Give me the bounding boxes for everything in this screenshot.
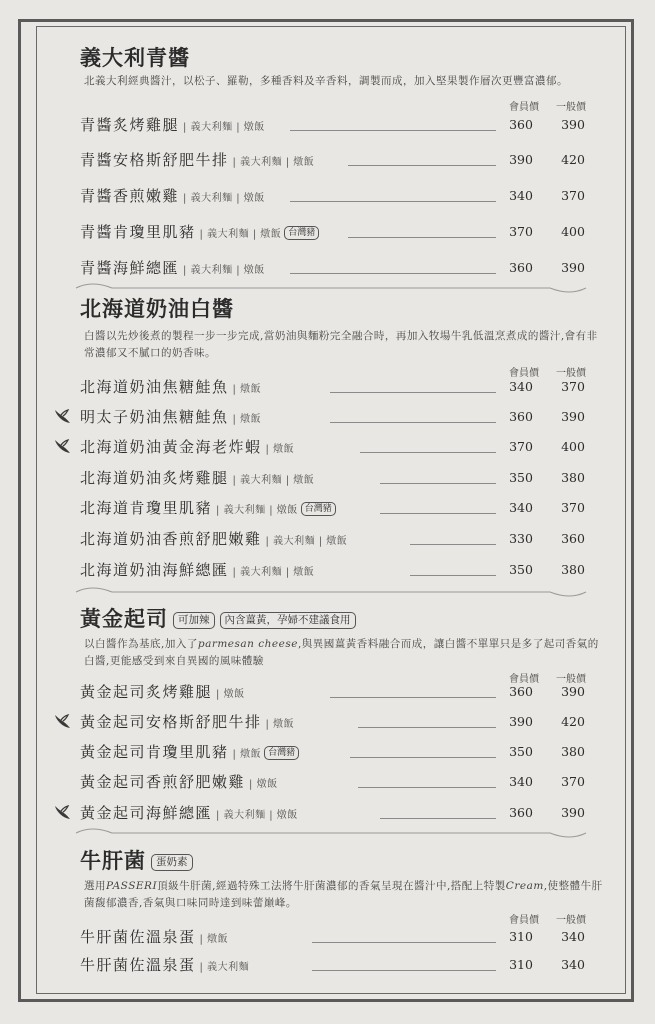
menu-item-row xyxy=(80,222,590,244)
leader-line xyxy=(410,575,496,576)
dish-name: 明太子奶油焦糖鮭魚 xyxy=(80,408,229,426)
general-price: 370 xyxy=(561,500,585,515)
menu-item-row xyxy=(80,803,590,825)
leader-line xyxy=(360,452,496,453)
leader-line xyxy=(380,513,496,514)
origin-badge: 台灣豬 xyxy=(301,502,336,516)
member-price: 330 xyxy=(509,531,533,546)
menu-item-name xyxy=(80,529,347,552)
menu-item-row xyxy=(80,560,590,582)
general-price: 370 xyxy=(561,379,585,394)
general-price-header: 一般價 xyxy=(556,368,586,379)
dish-options: | 義大利麵 | 燉飯 xyxy=(232,567,315,578)
dish-options: | 燉飯 xyxy=(249,779,278,790)
dish-name: 北海道奶油焦糖鮭魚 xyxy=(80,378,229,396)
leader-line xyxy=(290,201,496,202)
dish-name: 北海道奶油香煎舒肥嫩雞 xyxy=(80,530,262,548)
chili-pepper-icon xyxy=(52,803,74,821)
member-price: 340 xyxy=(509,188,533,203)
dish-name: 青醬安格斯舒肥牛排 xyxy=(80,151,229,169)
general-price: 390 xyxy=(561,409,585,424)
general-price: 390 xyxy=(561,805,585,820)
menu-item-row xyxy=(80,682,590,704)
general-price: 340 xyxy=(561,957,585,972)
chili-pepper-icon xyxy=(52,437,74,455)
menu-item-name xyxy=(80,955,249,978)
menu-item-row xyxy=(80,186,590,208)
dish-name: 青醬香煎嫩雞 xyxy=(80,187,180,205)
dish-name: 青醬炙烤雞腿 xyxy=(80,116,180,134)
chili-pepper-icon xyxy=(52,407,74,425)
member-price: 360 xyxy=(509,684,533,699)
general-price-header: 一般價 xyxy=(556,102,586,113)
dish-name: 黃金起司炙烤雞腿 xyxy=(80,683,213,701)
dish-options: | 燉飯 xyxy=(232,384,262,395)
dish-options: | 義大利麵 | 燉飯 xyxy=(265,536,348,547)
member-price-header: 會員價 xyxy=(509,102,539,113)
menu-item-name xyxy=(80,407,261,430)
leader-line xyxy=(358,727,496,728)
section-title-porcini: 牛肝菌 蛋奶素 xyxy=(80,845,193,875)
general-price: 380 xyxy=(561,744,585,759)
leader-line xyxy=(380,818,496,819)
member-price: 350 xyxy=(509,470,533,485)
origin-badge: 台灣豬 xyxy=(264,746,299,760)
menu-item-name xyxy=(80,377,261,400)
general-price: 360 xyxy=(561,531,585,546)
section-title-hokkaido-cream: 北海道奶油白醬 xyxy=(80,296,234,321)
leader-line xyxy=(330,392,496,393)
member-price: 360 xyxy=(509,117,533,132)
menu-item-name xyxy=(80,186,265,209)
leader-line xyxy=(348,237,496,238)
leader-line xyxy=(312,942,496,943)
tag-lacto-ovo-vegetarian: 蛋奶素 xyxy=(151,854,193,871)
member-price: 370 xyxy=(509,224,533,239)
dish-name: 牛肝菌佐溫泉蛋 xyxy=(80,928,196,946)
general-price: 390 xyxy=(561,260,585,275)
dish-name: 牛肝菌佐溫泉蛋 xyxy=(80,956,196,974)
leader-line xyxy=(348,165,496,166)
general-price: 390 xyxy=(561,684,585,699)
dish-name: 北海道奶油海鮮總匯 xyxy=(80,561,229,579)
section-description-hokkaido-cream: 白醬以先炒後煮的製程一步一步完成,當奶油與麵粉完全融合時，再加入牧場牛乳低溫烹煮成的醬汁,會有非常濃郁又不膩口的奶香味。 xyxy=(84,330,598,359)
member-price: 370 xyxy=(509,439,533,454)
menu-item-row xyxy=(80,150,590,172)
general-price: 400 xyxy=(561,439,585,454)
menu-item-name xyxy=(80,468,314,491)
general-price: 370 xyxy=(561,774,585,789)
general-price: 420 xyxy=(561,152,585,167)
general-price: 390 xyxy=(561,117,585,132)
dish-name: 北海道肯瓊里肌豬 xyxy=(80,499,213,517)
member-price: 360 xyxy=(509,260,533,275)
origin-badge: 台灣豬 xyxy=(284,226,319,240)
leader-line xyxy=(410,544,496,545)
menu-item-row xyxy=(80,927,590,949)
menu-item-row xyxy=(80,498,590,520)
menu-item-name xyxy=(80,222,319,245)
member-price: 340 xyxy=(509,500,533,515)
menu-item-row xyxy=(80,742,590,764)
dish-name: 黃金起司香煎舒肥嫩雞 xyxy=(80,773,246,791)
member-price: 360 xyxy=(509,409,533,424)
menu-item-name xyxy=(80,682,245,705)
general-price: 420 xyxy=(561,714,585,729)
dish-options: | 義大利麵 | 燉飯 xyxy=(199,229,282,240)
menu-item-row xyxy=(80,407,590,429)
menu-item-row xyxy=(80,772,590,794)
leader-line xyxy=(380,483,496,484)
menu-item-row xyxy=(80,468,590,490)
dish-options: | 義大利麵 | 燉飯 xyxy=(183,122,265,133)
leader-line xyxy=(330,422,496,423)
menu-item-row xyxy=(80,377,590,399)
member-price: 310 xyxy=(509,929,533,944)
menu-item-row xyxy=(80,955,590,977)
general-price: 380 xyxy=(561,562,585,577)
leader-line xyxy=(312,970,496,971)
leader-line xyxy=(330,697,496,698)
member-price-header: 會員價 xyxy=(509,674,539,685)
menu-item-name xyxy=(80,115,265,138)
member-price: 390 xyxy=(509,152,533,167)
tag-turmeric-warning: 內含薑黃，孕婦不建議食用 xyxy=(220,612,356,629)
general-price: 380 xyxy=(561,470,585,485)
menu-item-row xyxy=(80,115,590,137)
dish-name: 黃金起司安格斯舒肥牛排 xyxy=(80,713,262,731)
menu-item-name xyxy=(80,803,298,826)
leader-line xyxy=(358,787,496,788)
section-divider xyxy=(72,586,590,598)
leader-line xyxy=(350,757,496,758)
dish-options: | 義大利麵 | 燉飯 xyxy=(183,193,265,204)
dish-options: | 義大利麵 | 燉飯 xyxy=(216,810,298,821)
dish-name: 黃金起司肯瓊里肌豬 xyxy=(80,743,229,761)
member-price: 350 xyxy=(509,744,533,759)
dish-name: 北海道奶油炙烤雞腿 xyxy=(80,469,229,487)
menu-item-name xyxy=(80,742,299,765)
menu-item-name xyxy=(80,927,228,950)
menu-item-name xyxy=(80,498,336,521)
member-price: 350 xyxy=(509,562,533,577)
menu-item-row xyxy=(80,437,590,459)
leader-line xyxy=(290,130,496,131)
member-price: 340 xyxy=(509,379,533,394)
general-price: 400 xyxy=(561,224,585,239)
dish-options: | 燉飯 xyxy=(265,719,295,730)
menu-item-row xyxy=(80,712,590,734)
menu-item-row xyxy=(80,529,590,551)
section-description-porcini: 選用PASSERI頂級牛肝菌,經過特殊工法將牛肝菌濃郁的香氣呈現在醬汁中,搭配上特製Cream,使整體牛肝菌馥郁濃香,香氣與口味同時達到味蕾巔峰。 xyxy=(84,880,603,909)
section-description-pesto: 北義大利經典醬汁，以松子、羅勒，多種香料及辛香料，調製而成，加入堅果製作層次更豐富濃郁。 xyxy=(84,75,568,87)
menu-item-name xyxy=(80,712,294,735)
menu-item-row xyxy=(80,258,590,280)
dish-options: | 燉飯 xyxy=(265,444,295,455)
chili-pepper-icon xyxy=(52,712,74,730)
member-price-header: 會員價 xyxy=(509,915,539,926)
dish-options: | 義大利麵 | 燉飯 xyxy=(232,475,315,486)
menu-item-name xyxy=(80,258,265,281)
dish-options: | 燉飯 xyxy=(199,934,229,945)
general-price-header: 一般價 xyxy=(556,674,586,685)
member-price: 390 xyxy=(509,714,533,729)
member-price: 360 xyxy=(509,805,533,820)
member-price: 340 xyxy=(509,774,533,789)
menu-item-name xyxy=(80,560,314,583)
leader-line xyxy=(290,273,496,274)
general-price: 340 xyxy=(561,929,585,944)
section-title-pesto: 義大利青醬 xyxy=(80,45,190,70)
dish-name: 北海道奶油黃金海老炸蝦 xyxy=(80,438,262,456)
dish-options: | 義大利麵 xyxy=(199,962,250,973)
tag-spicy-option: 可加辣 xyxy=(173,612,215,629)
member-price-header: 會員價 xyxy=(509,368,539,379)
menu-item-name xyxy=(80,150,314,173)
menu-item-name xyxy=(80,437,294,460)
dish-options: | 燉飯 xyxy=(232,749,262,760)
dish-options: | 義大利麵 | 燉飯 xyxy=(216,505,298,516)
dish-options: | 燉飯 xyxy=(216,689,245,700)
dish-name: 青醬海鮮總匯 xyxy=(80,259,180,277)
dish-name: 黃金起司海鮮總匯 xyxy=(80,804,213,822)
menu-item-name xyxy=(80,772,278,795)
member-price: 310 xyxy=(509,957,533,972)
dish-options: | 燉飯 xyxy=(232,414,262,425)
section-description-golden-cheese: 以白醬作為基底,加入了parmesan cheese,與異國薑黃香料融合而成，讓白醬不單單只是多了起司香氣的白醬,更能感受到來自異國的風味體驗 xyxy=(84,638,599,667)
section-divider xyxy=(72,827,590,839)
general-price: 370 xyxy=(561,188,585,203)
dish-name: 青醬肯瓊里肌豬 xyxy=(80,223,196,241)
dish-options: | 義大利麵 | 燉飯 xyxy=(232,157,315,168)
section-title-golden-cheese: 黃金起司 可加辣 內含薑黃，孕婦不建議食用 xyxy=(80,603,356,633)
dish-options: | 義大利麵 | 燉飯 xyxy=(183,265,265,276)
general-price-header: 一般價 xyxy=(556,915,586,926)
